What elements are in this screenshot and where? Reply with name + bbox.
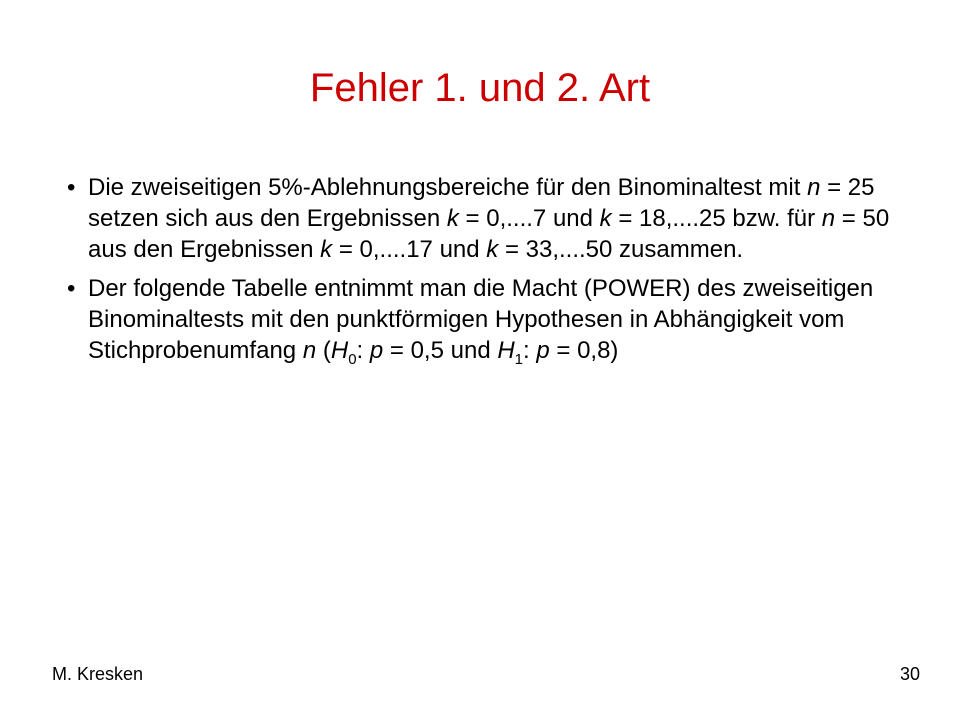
bullet-dot-icon: • xyxy=(67,275,76,302)
bullet-list xyxy=(60,172,900,374)
bullet-text: Der folgende Tabelle entnimmt man die Macht (POWER) des zweiseitigen Binominaltests mit den punktförmigen Hypothesen in Abhängigkeit vom Stichprobenumfang n ($H_0$: p = 0,5 und $H_1$: p = 0,8) xyxy=(88,275,874,368)
footer-author: M. Kresken xyxy=(52,664,144,684)
bullet-text: Die zweiseitigen 5%-Ablehnungsbereiche für den Binominaltest mit n = 25 setzen sich aus den Ergebnissen k = 0,....7 und k = 18,....25 bzw. für n = 50 aus den Ergebnissen k = 0,....17 und k = 33,....50 zusammen. xyxy=(88,174,890,263)
slide-title: Fehler 1. und 2. Art xyxy=(309,66,651,110)
bullet-dot-icon: • xyxy=(67,174,76,201)
page-number: 30 xyxy=(899,664,920,684)
bullet-item-ablehnungsbereiche xyxy=(60,172,900,265)
bullet-item-macht xyxy=(60,273,900,366)
